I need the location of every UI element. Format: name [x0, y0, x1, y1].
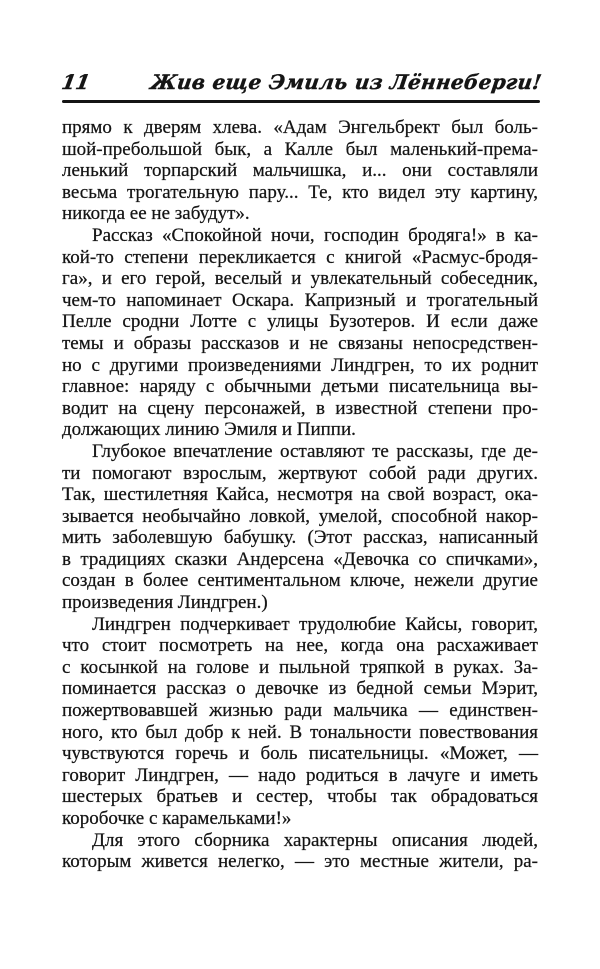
text-line: Линдгрен подчеркивает трудолюбие Кайсы, говорит,: [92, 613, 538, 635]
text-line: но с другими произведениями Линдгрен, то их роднит: [62, 354, 538, 376]
text-line: ти помогают взрослым, жертвуют собой ради других.: [62, 462, 538, 484]
text-line: Рассказ «Спокойной ночи, господин бродяга!» в ка-: [92, 224, 538, 246]
text-line: Глубокое впечатление оставляют те рассказы, где де-: [92, 440, 538, 462]
text-line: темы и образы рассказов и не связаны непосредствен-: [62, 332, 538, 354]
text-line: что стоит посмотреть на нее, когда она расхаживает: [62, 635, 538, 657]
text-line: весьма трогательную пару... Те, кто видел эту картину,: [62, 181, 538, 203]
paragraph: [62, 117, 538, 225]
text-line: шестерых братьев и сестер, чтобы так обрадоваться: [62, 786, 538, 808]
text-line: коробочке с карамельками!»: [62, 808, 292, 829]
text-line: водит на сцену персонажей, в известной степени про-: [62, 397, 538, 419]
paragraph: [62, 225, 538, 441]
text-line: зывается необычайно ловкой, умелой, способной накор-: [62, 505, 538, 527]
text-line: пожертвовавшей жизнью ради мальчика — единствен-: [62, 700, 538, 722]
text-line: ного, кто был добр к ней. В тональности повествования: [62, 721, 538, 743]
text-line: произведения Линдгрен.): [62, 592, 268, 614]
text-line: поминается рассказ о девочке из бедной семьи Мэрит,: [62, 678, 538, 700]
text-line: мить заболевшую бабушку. (Этот рассказ, написанный: [62, 527, 538, 549]
text-line: говорит Линдгрен, — надо родиться в лачуге и иметь: [62, 764, 538, 786]
header-rule: [62, 100, 540, 103]
text-line: создан в более сентиментальном ключе, нежели другие: [62, 570, 538, 592]
page-number: 11: [59, 70, 92, 94]
text-line: чувствуются горечь и боль писательницы. «Может, —: [62, 743, 538, 765]
text-line: Для этого сборника характерны описания людей,: [92, 829, 538, 851]
paragraph: [62, 830, 538, 873]
text-line: должающих линию Эмиля и Пиппи.: [62, 419, 356, 441]
text-line: чем-то напоминает Оскара. Капризный и трогательный: [62, 289, 538, 311]
text-line: никогда ее не забудут».: [62, 203, 250, 225]
text-line: с косынкой на голове и пыльной тряпкой в руках. За-: [62, 656, 538, 678]
text-line: га», и его герой, веселый и увлекательный собеседник,: [62, 268, 538, 290]
text-block: [62, 117, 538, 873]
running-title: Жив еще Эмиль из Лённеберги!: [149, 70, 544, 94]
paragraph: [62, 614, 538, 830]
paragraph: [62, 441, 538, 614]
text-line: ленький торпарский мальчишка, и... они составляли: [62, 160, 538, 182]
page-header: [59, 70, 544, 94]
text-line: кой-то степени перекликается с книгой «Расмус-бродя-: [62, 246, 538, 268]
text-line: прямо к дверям хлева. «Адам Энгельбрект был боль-: [62, 117, 538, 138]
text-line: шой-пребольшой бык, а Калле был маленький-према-: [62, 138, 538, 160]
text-line: главное: наряду с обычными детьми писательница вы-: [62, 376, 538, 398]
text-line: Пелле сродни Лотте с улицы Бузотеров. И если даже: [62, 311, 538, 333]
text-line: Так, шестилетняя Кайса, несмотря на свой возраст, ока-: [62, 484, 538, 506]
text-line: в традициях сказки Андерсена «Девочка со спичками»,: [62, 548, 538, 570]
text-line: которым живется нелегко, — это местные жители, ра-: [62, 851, 538, 873]
